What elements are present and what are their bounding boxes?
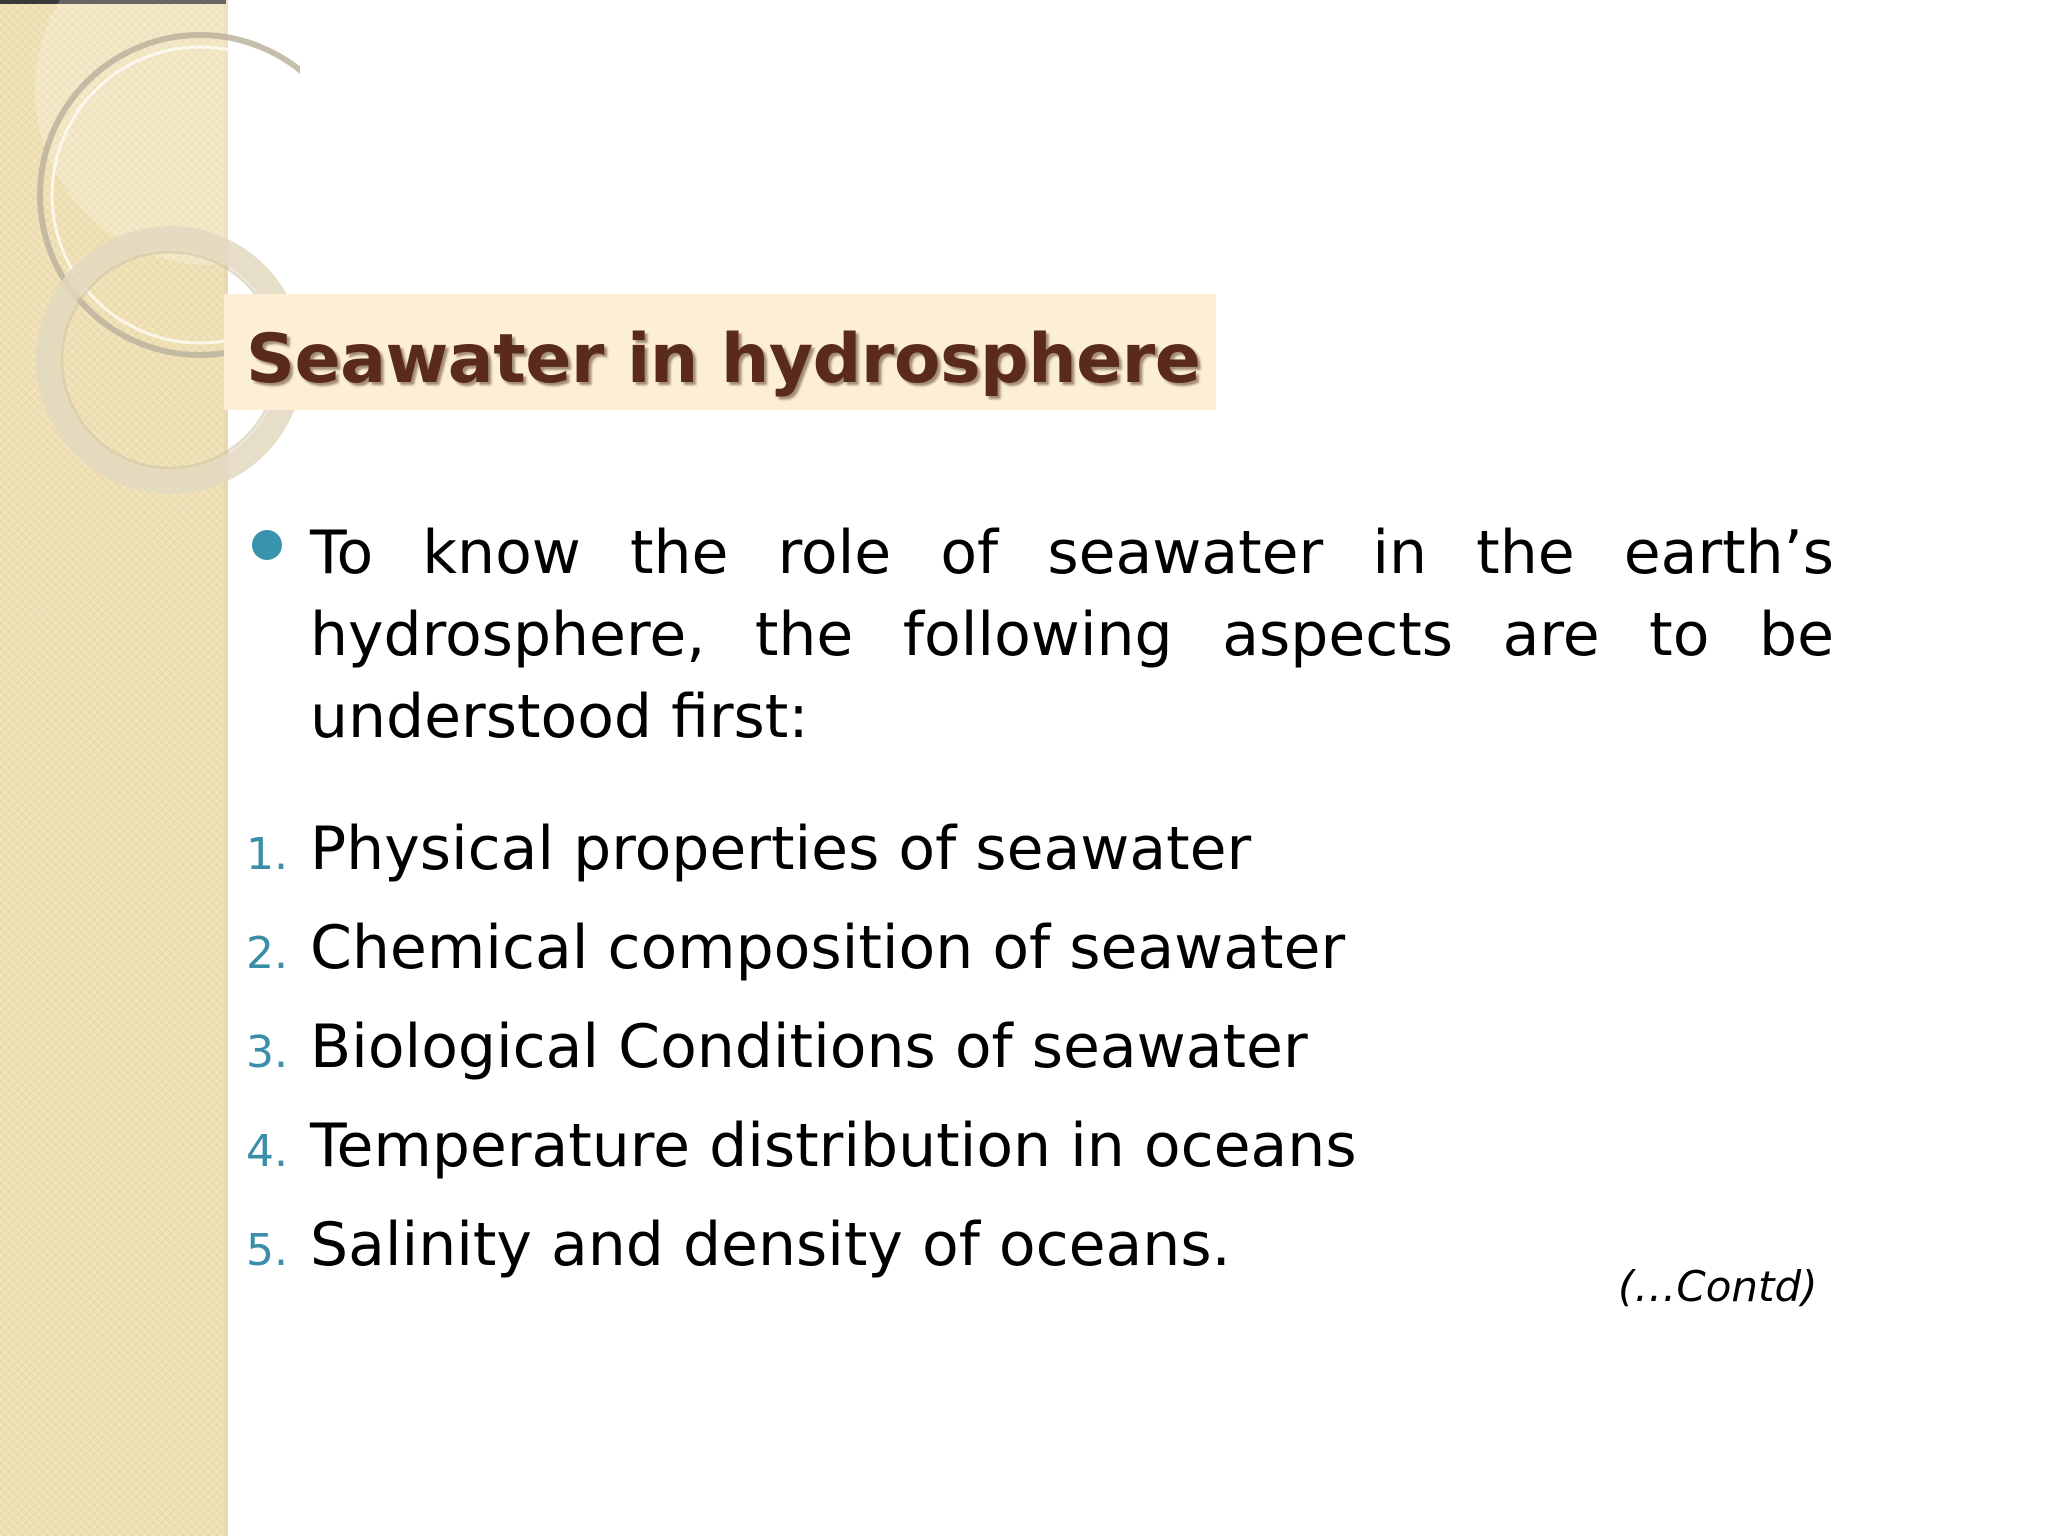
list-item-number: 1.	[246, 829, 288, 880]
bullet-icon	[252, 530, 282, 560]
list-item-text: Physical properties of seawater	[310, 814, 1252, 884]
list-item	[246, 808, 1357, 907]
list-item-number: 5.	[246, 1225, 288, 1276]
continued-note: (…Contd)	[1618, 1262, 1818, 1311]
decorative-rings	[0, 0, 300, 520]
intro-bullet-text: To know the role of seawater in the earth’s hydrosphere, the following aspects are to be understood first:	[310, 518, 1834, 752]
list-item-number: 2.	[246, 928, 288, 979]
slide-title: Seawater in hydrosphere	[246, 320, 1201, 399]
list-item	[246, 1105, 1357, 1204]
list-item	[246, 1006, 1357, 1105]
list-item-number: 3.	[246, 1027, 288, 1078]
list-item	[246, 907, 1357, 1006]
list-item-text: Biological Conditions of seawater	[310, 1012, 1308, 1082]
list-item-text: Salinity and density of oceans.	[310, 1210, 1231, 1280]
aspects-list	[246, 808, 1357, 1303]
list-item-number: 4.	[246, 1126, 288, 1177]
list-item-text: Chemical composition of seawater	[310, 913, 1346, 983]
list-item	[246, 1204, 1357, 1303]
list-item-text: Temperature distribution in oceans	[310, 1111, 1357, 1181]
